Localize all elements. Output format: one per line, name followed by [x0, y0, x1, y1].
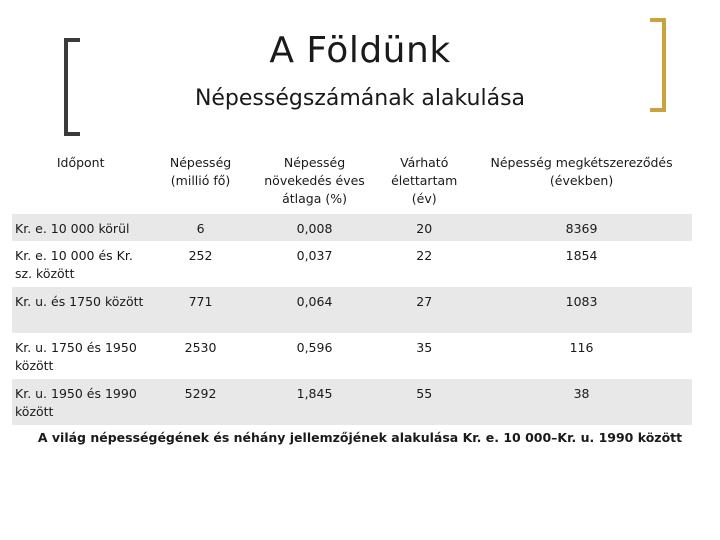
table-cell-doubling: 1854: [565, 248, 598, 263]
table-cell-time: Kr. e. 10 000 körül: [12, 214, 149, 241]
table-cell-life-expectancy: 20: [377, 214, 471, 241]
table-cell-population: 771: [149, 287, 251, 333]
table-row: [12, 241, 692, 287]
table-cell-doubling: 38: [471, 379, 692, 425]
table-cell-life-expectancy: 22: [416, 248, 433, 263]
column-header-life-expectancy: Várható élettartam (év): [391, 155, 458, 206]
slide-subtitle: Népességszámának alakulása: [194, 86, 526, 111]
table-caption: A világ népességégének és néhány jellemzőjének alakulása Kr. e. 10 000–Kr. u. 1990 között: [37, 430, 683, 445]
column-header-growth: Népesség növekedés éves átlaga (%): [264, 155, 365, 206]
table-cell-population: 2530: [184, 340, 217, 355]
table-cell-population: 6: [149, 214, 251, 241]
table-cell-growth: 0,008: [252, 214, 378, 241]
table-cell-time: Kr. u. 1950 és 1990 között: [12, 379, 149, 425]
table-row: [12, 214, 692, 241]
table-header-row: [12, 150, 692, 214]
population-table: [12, 150, 692, 425]
column-header-doubling: Népesség megkétszereződés (években): [490, 155, 673, 188]
table-cell-growth: 0,037: [296, 248, 333, 263]
table-cell-population: 252: [188, 248, 213, 263]
table-cell-growth: 0,596: [296, 340, 333, 355]
table-cell-life-expectancy: 35: [416, 340, 433, 355]
table-cell-time: Kr. u. és 1750 között: [12, 287, 149, 333]
column-header-population: Népesség (millió fő): [169, 155, 232, 188]
table-cell-population: 5292: [149, 379, 251, 425]
table-cell-growth: 1,845: [252, 379, 378, 425]
table-cell-doubling: 8369: [471, 214, 692, 241]
table-cell-time: Kr. u. 1750 és 1950 között: [15, 340, 137, 373]
table-cell-time: Kr. e. 10 000 és Kr. sz. között: [15, 248, 133, 281]
table-row: [12, 333, 692, 379]
table-row: [12, 379, 692, 425]
table-row: [12, 287, 692, 333]
table-cell-doubling: 1083: [471, 287, 692, 333]
table-cell-life-expectancy: 55: [377, 379, 471, 425]
table-cell-growth: 0,064: [252, 287, 378, 333]
slide-title: A Földünk: [269, 30, 451, 71]
column-header-time: Időpont: [56, 155, 105, 170]
table-cell-life-expectancy: 27: [377, 287, 471, 333]
table-cell-doubling: 116: [569, 340, 594, 355]
